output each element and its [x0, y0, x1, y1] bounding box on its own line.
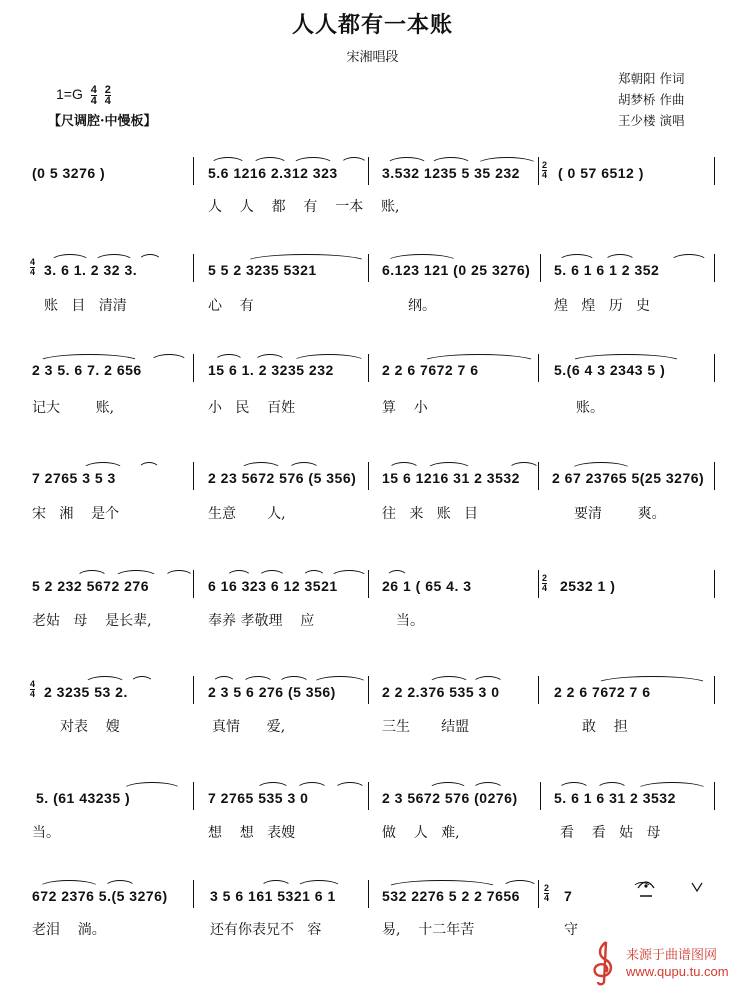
measure: 5. (61 43235 ) [36, 790, 131, 806]
measure: 7 [564, 888, 573, 904]
lyric-line [30, 822, 720, 844]
measure: 5 2 232 5672 276 [32, 578, 149, 594]
measure: 2 3235 53 2. [44, 684, 128, 700]
measure: 2532 1 ) [560, 578, 616, 594]
meter-change: 4 4 [30, 679, 36, 699]
lyric: 对表 嫂 [60, 719, 120, 735]
notation-line [30, 257, 720, 294]
lyric: 心 有 [208, 298, 254, 314]
lyric: 守 [564, 922, 578, 938]
lyric: 敢 担 [582, 719, 628, 735]
measure: 672 2376 5.(5 3276) [32, 888, 168, 904]
notation-line [30, 573, 720, 610]
lyric-line [30, 397, 720, 419]
lyric: 小 民 百姓 [208, 400, 296, 416]
fermata-icon [636, 878, 656, 900]
measure: 6 16 323 6 12 3521 [208, 578, 338, 594]
lyric-line [30, 610, 720, 632]
lyric: 账。 [576, 400, 604, 416]
lyric: 老姑 母 是长辈, [32, 613, 152, 629]
measure: 2 3 5. 6 7. 2 656 [32, 362, 142, 378]
tempo-marking: 【尺调腔·中慢板】 [48, 114, 157, 129]
key-label: 1=G [56, 86, 83, 103]
lyric: 当。 [396, 613, 424, 629]
measure: 5 5 2 3235 5321 [208, 262, 317, 278]
measure: 6.123 121 (0 25 3276) [382, 262, 531, 278]
measure: 7 2765 3 5 3 [32, 470, 116, 486]
lyric-line [30, 503, 720, 525]
meter-change: 2 4 [542, 160, 548, 180]
measure: 5. 6 1 6 1 2 352 [554, 262, 660, 278]
measure: 5. 6 1 6 31 2 3532 [554, 790, 676, 806]
notation-line [30, 362, 720, 394]
lyric-line [30, 295, 720, 317]
site-url: www.qupu.tu.com [626, 964, 729, 979]
measure: 15 6 1216 31 2 3532 [382, 470, 520, 486]
lyric: 老泪 淌。 [32, 922, 106, 938]
lyric-line [30, 196, 720, 218]
measure: ( 0 57 6512 ) [558, 165, 644, 181]
credit-lyricist: 郑朝阳 作词 [618, 71, 685, 86]
lyric: 生意 人, [208, 506, 286, 522]
song-subtitle: 宋湘唱段 [346, 50, 399, 65]
lyric: 算 小 [382, 400, 428, 416]
measure: 2 67 23765 5(25 3276) [552, 470, 705, 486]
notation-line [30, 160, 720, 197]
breath-mark-icon [690, 880, 704, 894]
measure: 3 5 6 161 5321 6 1 [210, 888, 336, 904]
measure: 2 3 5 6 276 (5 356) [208, 684, 336, 700]
lyric-line [30, 716, 720, 738]
measure: 2 2 2.376 535 3 0 [382, 684, 500, 700]
lyric: 奉养 孝敬理 应 [208, 613, 315, 629]
lyric: 记大 账, [32, 400, 115, 416]
lyric: 宋 湘 是个 [32, 506, 120, 522]
measure: 3. 6 1. 2 32 3. [44, 262, 138, 278]
site-name: 来源于曲谱图网 [626, 948, 718, 963]
lyric: 做 人 难, [382, 825, 460, 841]
measure: 532 2276 5 2 2 7656 [382, 888, 520, 904]
measure: 7 2765 535 3 0 [208, 790, 309, 806]
measure: 26 1 ( 65 4. 3 [382, 578, 472, 594]
meter-2-4: $\frac{2}{4}$ [104, 84, 111, 107]
measure: 15 6 1. 2 3235 232 [208, 362, 334, 378]
song-title: 人人都有一本账 [291, 13, 453, 38]
measure: 2 23 5672 576 (5 356) [208, 470, 357, 486]
meter-4-4: $\frac{4}{4}$ [90, 84, 97, 107]
lyric: 看 看 姑 母 [560, 825, 661, 841]
lyric: 要清 爽。 [574, 506, 666, 522]
lyric: 当。 [32, 825, 60, 841]
measure: 5.(6 4 3 2343 5 ) [554, 362, 666, 378]
notation-line [30, 883, 720, 920]
lyric: 纲。 [408, 298, 436, 314]
lyric: 账 目 清清 [44, 298, 127, 314]
lyric: 人 人 都 有 一本 账, [208, 199, 400, 215]
measure: 3.532 1235 5 35 232 [382, 165, 520, 181]
key-signature [56, 85, 111, 106]
credit-composer: 胡梦桥 作曲 [618, 92, 685, 107]
lyric: 三生 结盟 [382, 719, 470, 735]
lyric: 还有你表兄不 容 [210, 922, 322, 938]
lyric: 想 想 表嫂 [208, 825, 296, 841]
measure: (0 5 3276 ) [32, 165, 106, 181]
treble-clef-icon [584, 938, 624, 986]
lyric: 往 来 账 目 [382, 506, 479, 522]
measure: 5.6 1216 2.312 323 [208, 165, 338, 181]
credit-singer: 王少楼 演唱 [618, 113, 685, 128]
site-watermark [584, 938, 734, 986]
meter-change: 2 4 [542, 573, 548, 593]
notation-line [30, 470, 720, 502]
meter-change: 4 4 [30, 257, 36, 277]
credits [618, 68, 684, 131]
measure: 2 2 6 7672 7 6 [554, 684, 651, 700]
measure: 2 3 5672 576 (0276) [382, 790, 518, 806]
notation-line [30, 679, 720, 716]
lyric: 易, 十二年苦 [382, 922, 475, 938]
meter-change: 2 4 [544, 883, 550, 903]
notation-line [30, 790, 720, 822]
lyric: 煌 煌 历 史 [554, 298, 651, 314]
lyric: 真情 爱, [212, 719, 286, 735]
measure: 2 2 6 7672 7 6 [382, 362, 479, 378]
